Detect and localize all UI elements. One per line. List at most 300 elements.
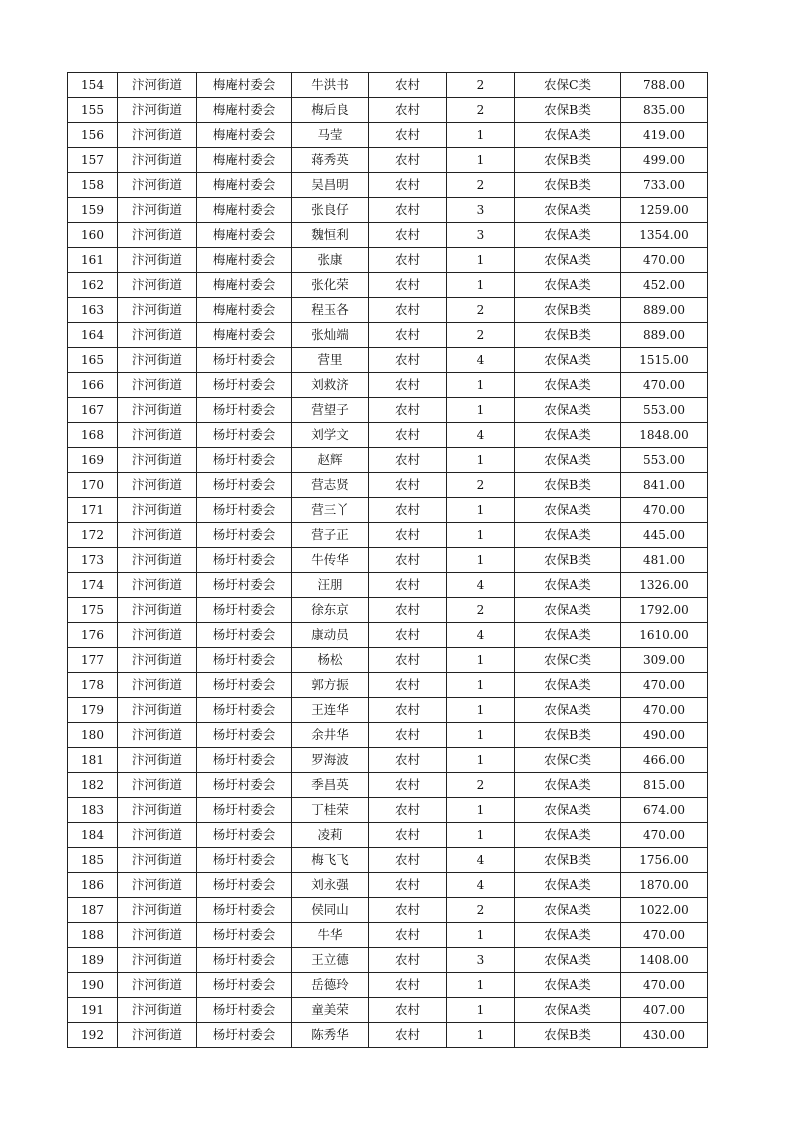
cell-index: 163 bbox=[68, 298, 118, 323]
cell-name: 张良仔 bbox=[292, 198, 369, 223]
cell-household-type: 农村 bbox=[369, 873, 447, 898]
cell-index: 187 bbox=[68, 898, 118, 923]
cell-amount: 553.00 bbox=[621, 448, 708, 473]
cell-person-count: 1 bbox=[447, 123, 515, 148]
cell-index: 191 bbox=[68, 998, 118, 1023]
table-row bbox=[68, 823, 708, 848]
table-body bbox=[68, 73, 708, 1048]
cell-household-type: 农村 bbox=[369, 648, 447, 673]
cell-amount: 889.00 bbox=[621, 298, 708, 323]
cell-committee: 杨圩村委会 bbox=[197, 523, 292, 548]
cell-household-type: 农村 bbox=[369, 948, 447, 973]
cell-index: 185 bbox=[68, 848, 118, 873]
cell-amount: 430.00 bbox=[621, 1023, 708, 1048]
cell-street: 汴河街道 bbox=[118, 98, 197, 123]
cell-household-type: 农村 bbox=[369, 198, 447, 223]
cell-person-count: 1 bbox=[447, 273, 515, 298]
cell-person-count: 1 bbox=[447, 923, 515, 948]
table-row bbox=[68, 873, 708, 898]
cell-household-type: 农村 bbox=[369, 423, 447, 448]
cell-street: 汴河街道 bbox=[118, 1023, 197, 1048]
cell-index: 167 bbox=[68, 398, 118, 423]
cell-committee: 梅庵村委会 bbox=[197, 223, 292, 248]
cell-person-count: 3 bbox=[447, 948, 515, 973]
cell-person-count: 4 bbox=[447, 573, 515, 598]
cell-category: 农保C类 bbox=[515, 648, 621, 673]
cell-name: 吴昌明 bbox=[292, 173, 369, 198]
cell-category: 农保B类 bbox=[515, 1023, 621, 1048]
cell-amount: 490.00 bbox=[621, 723, 708, 748]
cell-amount: 733.00 bbox=[621, 173, 708, 198]
cell-household-type: 农村 bbox=[369, 598, 447, 623]
cell-index: 160 bbox=[68, 223, 118, 248]
cell-name: 王连华 bbox=[292, 698, 369, 723]
cell-category: 农保B类 bbox=[515, 173, 621, 198]
cell-name: 凌莉 bbox=[292, 823, 369, 848]
cell-person-count: 1 bbox=[447, 748, 515, 773]
cell-category: 农保B类 bbox=[515, 98, 621, 123]
table-row bbox=[68, 848, 708, 873]
cell-category: 农保C类 bbox=[515, 748, 621, 773]
cell-committee: 杨圩村委会 bbox=[197, 698, 292, 723]
cell-committee: 杨圩村委会 bbox=[197, 498, 292, 523]
cell-category: 农保A类 bbox=[515, 623, 621, 648]
cell-street: 汴河街道 bbox=[118, 223, 197, 248]
table-row bbox=[68, 298, 708, 323]
cell-household-type: 农村 bbox=[369, 223, 447, 248]
cell-category: 农保A类 bbox=[515, 123, 621, 148]
cell-category: 农保B类 bbox=[515, 148, 621, 173]
table-row bbox=[68, 398, 708, 423]
cell-amount: 470.00 bbox=[621, 823, 708, 848]
cell-street: 汴河街道 bbox=[118, 273, 197, 298]
cell-name: 张化荣 bbox=[292, 273, 369, 298]
cell-person-count: 1 bbox=[447, 248, 515, 273]
cell-household-type: 农村 bbox=[369, 973, 447, 998]
cell-street: 汴河街道 bbox=[118, 173, 197, 198]
cell-household-type: 农村 bbox=[369, 323, 447, 348]
cell-person-count: 3 bbox=[447, 198, 515, 223]
cell-name: 营里 bbox=[292, 348, 369, 373]
cell-street: 汴河街道 bbox=[118, 923, 197, 948]
cell-name: 赵辉 bbox=[292, 448, 369, 473]
cell-amount: 470.00 bbox=[621, 498, 708, 523]
table-row bbox=[68, 948, 708, 973]
table-row bbox=[68, 448, 708, 473]
table-row bbox=[68, 973, 708, 998]
cell-name: 程玉各 bbox=[292, 298, 369, 323]
cell-committee: 梅庵村委会 bbox=[197, 198, 292, 223]
cell-name: 营望子 bbox=[292, 398, 369, 423]
cell-category: 农保B类 bbox=[515, 473, 621, 498]
cell-amount: 466.00 bbox=[621, 748, 708, 773]
cell-name: 康动员 bbox=[292, 623, 369, 648]
cell-committee: 杨圩村委会 bbox=[197, 748, 292, 773]
cell-index: 156 bbox=[68, 123, 118, 148]
table-row bbox=[68, 373, 708, 398]
cell-name: 岳德玲 bbox=[292, 973, 369, 998]
cell-name: 牛传华 bbox=[292, 548, 369, 573]
cell-category: 农保A类 bbox=[515, 998, 621, 1023]
table-row bbox=[68, 423, 708, 448]
cell-committee: 杨圩村委会 bbox=[197, 848, 292, 873]
cell-committee: 梅庵村委会 bbox=[197, 148, 292, 173]
cell-street: 汴河街道 bbox=[118, 348, 197, 373]
cell-street: 汴河街道 bbox=[118, 573, 197, 598]
cell-committee: 杨圩村委会 bbox=[197, 998, 292, 1023]
cell-name: 郭方振 bbox=[292, 673, 369, 698]
cell-category: 农保C类 bbox=[515, 73, 621, 98]
cell-person-count: 4 bbox=[447, 348, 515, 373]
cell-amount: 815.00 bbox=[621, 773, 708, 798]
cell-household-type: 农村 bbox=[369, 123, 447, 148]
cell-index: 154 bbox=[68, 73, 118, 98]
cell-index: 192 bbox=[68, 1023, 118, 1048]
cell-name: 牛洪书 bbox=[292, 73, 369, 98]
cell-committee: 杨圩村委会 bbox=[197, 923, 292, 948]
cell-household-type: 农村 bbox=[369, 848, 447, 873]
cell-category: 农保A类 bbox=[515, 698, 621, 723]
table-row bbox=[68, 273, 708, 298]
table-row bbox=[68, 698, 708, 723]
cell-index: 174 bbox=[68, 573, 118, 598]
cell-household-type: 农村 bbox=[369, 673, 447, 698]
cell-person-count: 1 bbox=[447, 723, 515, 748]
cell-committee: 梅庵村委会 bbox=[197, 323, 292, 348]
cell-household-type: 农村 bbox=[369, 898, 447, 923]
cell-person-count: 2 bbox=[447, 898, 515, 923]
cell-person-count: 4 bbox=[447, 848, 515, 873]
cell-index: 176 bbox=[68, 623, 118, 648]
cell-committee: 杨圩村委会 bbox=[197, 823, 292, 848]
cell-street: 汴河街道 bbox=[118, 873, 197, 898]
table-row bbox=[68, 148, 708, 173]
cell-amount: 835.00 bbox=[621, 98, 708, 123]
cell-category: 农保A类 bbox=[515, 373, 621, 398]
cell-category: 农保A类 bbox=[515, 598, 621, 623]
cell-committee: 杨圩村委会 bbox=[197, 798, 292, 823]
cell-household-type: 农村 bbox=[369, 698, 447, 723]
cell-street: 汴河街道 bbox=[118, 423, 197, 448]
cell-street: 汴河街道 bbox=[118, 823, 197, 848]
cell-committee: 杨圩村委会 bbox=[197, 773, 292, 798]
cell-index: 170 bbox=[68, 473, 118, 498]
table-row bbox=[68, 1023, 708, 1048]
cell-category: 农保A类 bbox=[515, 873, 621, 898]
cell-category: 农保A类 bbox=[515, 673, 621, 698]
cell-category: 农保A类 bbox=[515, 348, 621, 373]
cell-amount: 788.00 bbox=[621, 73, 708, 98]
cell-person-count: 2 bbox=[447, 773, 515, 798]
cell-person-count: 1 bbox=[447, 548, 515, 573]
cell-person-count: 1 bbox=[447, 673, 515, 698]
table-row bbox=[68, 673, 708, 698]
cell-name: 杨松 bbox=[292, 648, 369, 673]
table-row bbox=[68, 198, 708, 223]
table-row bbox=[68, 523, 708, 548]
cell-person-count: 2 bbox=[447, 473, 515, 498]
table-row bbox=[68, 573, 708, 598]
cell-person-count: 1 bbox=[447, 523, 515, 548]
cell-person-count: 2 bbox=[447, 323, 515, 348]
cell-category: 农保B类 bbox=[515, 548, 621, 573]
cell-committee: 杨圩村委会 bbox=[197, 973, 292, 998]
cell-household-type: 农村 bbox=[369, 498, 447, 523]
cell-category: 农保A类 bbox=[515, 898, 621, 923]
cell-street: 汴河街道 bbox=[118, 248, 197, 273]
cell-person-count: 1 bbox=[447, 1023, 515, 1048]
cell-street: 汴河街道 bbox=[118, 623, 197, 648]
table-row bbox=[68, 73, 708, 98]
cell-street: 汴河街道 bbox=[118, 773, 197, 798]
cell-amount: 407.00 bbox=[621, 998, 708, 1023]
cell-index: 186 bbox=[68, 873, 118, 898]
cell-household-type: 农村 bbox=[369, 298, 447, 323]
cell-committee: 杨圩村委会 bbox=[197, 348, 292, 373]
cell-street: 汴河街道 bbox=[118, 748, 197, 773]
cell-index: 183 bbox=[68, 798, 118, 823]
cell-street: 汴河街道 bbox=[118, 973, 197, 998]
cell-index: 168 bbox=[68, 423, 118, 448]
cell-person-count: 1 bbox=[447, 973, 515, 998]
cell-category: 农保A类 bbox=[515, 773, 621, 798]
cell-committee: 杨圩村委会 bbox=[197, 873, 292, 898]
cell-street: 汴河街道 bbox=[118, 848, 197, 873]
cell-category: 农保A类 bbox=[515, 523, 621, 548]
cell-person-count: 1 bbox=[447, 648, 515, 673]
cell-person-count: 2 bbox=[447, 598, 515, 623]
cell-household-type: 农村 bbox=[369, 823, 447, 848]
cell-committee: 杨圩村委会 bbox=[197, 423, 292, 448]
cell-name: 梅后良 bbox=[292, 98, 369, 123]
cell-name: 营三丫 bbox=[292, 498, 369, 523]
cell-person-count: 2 bbox=[447, 73, 515, 98]
cell-category: 农保A类 bbox=[515, 498, 621, 523]
cell-category: 农保A类 bbox=[515, 823, 621, 848]
cell-committee: 梅庵村委会 bbox=[197, 248, 292, 273]
cell-committee: 梅庵村委会 bbox=[197, 73, 292, 98]
table-row bbox=[68, 548, 708, 573]
cell-index: 162 bbox=[68, 273, 118, 298]
cell-household-type: 农村 bbox=[369, 1023, 447, 1048]
cell-amount: 1326.00 bbox=[621, 573, 708, 598]
table-row bbox=[68, 923, 708, 948]
cell-person-count: 3 bbox=[447, 223, 515, 248]
cell-index: 165 bbox=[68, 348, 118, 373]
cell-amount: 1408.00 bbox=[621, 948, 708, 973]
cell-household-type: 农村 bbox=[369, 798, 447, 823]
cell-household-type: 农村 bbox=[369, 523, 447, 548]
cell-street: 汴河街道 bbox=[118, 498, 197, 523]
cell-category: 农保B类 bbox=[515, 323, 621, 348]
table-row bbox=[68, 123, 708, 148]
cell-index: 188 bbox=[68, 923, 118, 948]
cell-index: 190 bbox=[68, 973, 118, 998]
cell-person-count: 2 bbox=[447, 298, 515, 323]
table-row bbox=[68, 498, 708, 523]
cell-committee: 杨圩村委会 bbox=[197, 398, 292, 423]
cell-amount: 841.00 bbox=[621, 473, 708, 498]
cell-committee: 梅庵村委会 bbox=[197, 98, 292, 123]
table-row bbox=[68, 623, 708, 648]
cell-name: 梅飞飞 bbox=[292, 848, 369, 873]
cell-committee: 杨圩村委会 bbox=[197, 723, 292, 748]
cell-street: 汴河街道 bbox=[118, 523, 197, 548]
cell-amount: 470.00 bbox=[621, 373, 708, 398]
cell-street: 汴河街道 bbox=[118, 723, 197, 748]
cell-household-type: 农村 bbox=[369, 473, 447, 498]
cell-index: 171 bbox=[68, 498, 118, 523]
cell-committee: 梅庵村委会 bbox=[197, 298, 292, 323]
cell-amount: 470.00 bbox=[621, 673, 708, 698]
table-row bbox=[68, 223, 708, 248]
cell-name: 王立德 bbox=[292, 948, 369, 973]
cell-person-count: 2 bbox=[447, 98, 515, 123]
cell-household-type: 农村 bbox=[369, 623, 447, 648]
cell-category: 农保A类 bbox=[515, 423, 621, 448]
cell-person-count: 1 bbox=[447, 698, 515, 723]
cell-street: 汴河街道 bbox=[118, 473, 197, 498]
cell-street: 汴河街道 bbox=[118, 998, 197, 1023]
cell-committee: 杨圩村委会 bbox=[197, 448, 292, 473]
cell-name: 侯同山 bbox=[292, 898, 369, 923]
table-row bbox=[68, 773, 708, 798]
cell-committee: 杨圩村委会 bbox=[197, 948, 292, 973]
cell-amount: 674.00 bbox=[621, 798, 708, 823]
cell-name: 刘学文 bbox=[292, 423, 369, 448]
cell-street: 汴河街道 bbox=[118, 298, 197, 323]
cell-category: 农保A类 bbox=[515, 223, 621, 248]
cell-amount: 1259.00 bbox=[621, 198, 708, 223]
cell-street: 汴河街道 bbox=[118, 123, 197, 148]
cell-amount: 1610.00 bbox=[621, 623, 708, 648]
data-table bbox=[67, 72, 708, 1048]
cell-amount: 1792.00 bbox=[621, 598, 708, 623]
table-row bbox=[68, 898, 708, 923]
cell-committee: 梅庵村委会 bbox=[197, 123, 292, 148]
cell-index: 166 bbox=[68, 373, 118, 398]
cell-committee: 杨圩村委会 bbox=[197, 623, 292, 648]
cell-index: 180 bbox=[68, 723, 118, 748]
cell-amount: 481.00 bbox=[621, 548, 708, 573]
cell-street: 汴河街道 bbox=[118, 323, 197, 348]
cell-person-count: 1 bbox=[447, 398, 515, 423]
cell-amount: 445.00 bbox=[621, 523, 708, 548]
cell-name: 蒋秀英 bbox=[292, 148, 369, 173]
cell-household-type: 农村 bbox=[369, 398, 447, 423]
table-row bbox=[68, 748, 708, 773]
cell-index: 175 bbox=[68, 598, 118, 623]
cell-name: 刘救济 bbox=[292, 373, 369, 398]
cell-index: 161 bbox=[68, 248, 118, 273]
cell-household-type: 农村 bbox=[369, 548, 447, 573]
cell-street: 汴河街道 bbox=[118, 898, 197, 923]
cell-committee: 杨圩村委会 bbox=[197, 898, 292, 923]
table-row bbox=[68, 723, 708, 748]
cell-person-count: 1 bbox=[447, 373, 515, 398]
table-row bbox=[68, 323, 708, 348]
cell-street: 汴河街道 bbox=[118, 448, 197, 473]
cell-amount: 470.00 bbox=[621, 248, 708, 273]
cell-index: 173 bbox=[68, 548, 118, 573]
cell-category: 农保B类 bbox=[515, 723, 621, 748]
cell-name: 张康 bbox=[292, 248, 369, 273]
cell-amount: 1870.00 bbox=[621, 873, 708, 898]
cell-index: 159 bbox=[68, 198, 118, 223]
cell-amount: 1022.00 bbox=[621, 898, 708, 923]
cell-name: 丁桂荣 bbox=[292, 798, 369, 823]
cell-name: 罗海波 bbox=[292, 748, 369, 773]
cell-committee: 杨圩村委会 bbox=[197, 648, 292, 673]
cell-name: 汪朋 bbox=[292, 573, 369, 598]
cell-index: 172 bbox=[68, 523, 118, 548]
cell-category: 农保B类 bbox=[515, 848, 621, 873]
cell-category: 农保A类 bbox=[515, 448, 621, 473]
cell-household-type: 农村 bbox=[369, 73, 447, 98]
cell-street: 汴河街道 bbox=[118, 73, 197, 98]
cell-amount: 1848.00 bbox=[621, 423, 708, 448]
cell-street: 汴河街道 bbox=[118, 648, 197, 673]
cell-category: 农保A类 bbox=[515, 198, 621, 223]
cell-amount: 1515.00 bbox=[621, 348, 708, 373]
cell-household-type: 农村 bbox=[369, 248, 447, 273]
cell-household-type: 农村 bbox=[369, 923, 447, 948]
cell-street: 汴河街道 bbox=[118, 198, 197, 223]
cell-amount: 470.00 bbox=[621, 698, 708, 723]
cell-category: 农保B类 bbox=[515, 298, 621, 323]
cell-index: 178 bbox=[68, 673, 118, 698]
cell-category: 农保A类 bbox=[515, 398, 621, 423]
cell-amount: 499.00 bbox=[621, 148, 708, 173]
table-row bbox=[68, 798, 708, 823]
cell-household-type: 农村 bbox=[369, 748, 447, 773]
table-row bbox=[68, 998, 708, 1023]
cell-index: 158 bbox=[68, 173, 118, 198]
cell-person-count: 4 bbox=[447, 423, 515, 448]
cell-index: 179 bbox=[68, 698, 118, 723]
cell-index: 189 bbox=[68, 948, 118, 973]
cell-household-type: 农村 bbox=[369, 573, 447, 598]
cell-household-type: 农村 bbox=[369, 723, 447, 748]
cell-index: 155 bbox=[68, 98, 118, 123]
cell-name: 徐东京 bbox=[292, 598, 369, 623]
cell-amount: 889.00 bbox=[621, 323, 708, 348]
cell-category: 农保A类 bbox=[515, 248, 621, 273]
cell-committee: 梅庵村委会 bbox=[197, 273, 292, 298]
cell-committee: 杨圩村委会 bbox=[197, 473, 292, 498]
cell-name: 刘永强 bbox=[292, 873, 369, 898]
table-row bbox=[68, 248, 708, 273]
cell-street: 汴河街道 bbox=[118, 698, 197, 723]
cell-person-count: 1 bbox=[447, 498, 515, 523]
cell-category: 农保A类 bbox=[515, 973, 621, 998]
cell-name: 童美荣 bbox=[292, 998, 369, 1023]
cell-category: 农保A类 bbox=[515, 923, 621, 948]
cell-amount: 553.00 bbox=[621, 398, 708, 423]
cell-household-type: 农村 bbox=[369, 148, 447, 173]
cell-index: 184 bbox=[68, 823, 118, 848]
cell-name: 营志贤 bbox=[292, 473, 369, 498]
cell-index: 157 bbox=[68, 148, 118, 173]
cell-category: 农保A类 bbox=[515, 573, 621, 598]
cell-household-type: 农村 bbox=[369, 998, 447, 1023]
cell-name: 牛华 bbox=[292, 923, 369, 948]
cell-household-type: 农村 bbox=[369, 273, 447, 298]
table-row bbox=[68, 473, 708, 498]
cell-street: 汴河街道 bbox=[118, 798, 197, 823]
cell-index: 169 bbox=[68, 448, 118, 473]
cell-name: 季昌英 bbox=[292, 773, 369, 798]
